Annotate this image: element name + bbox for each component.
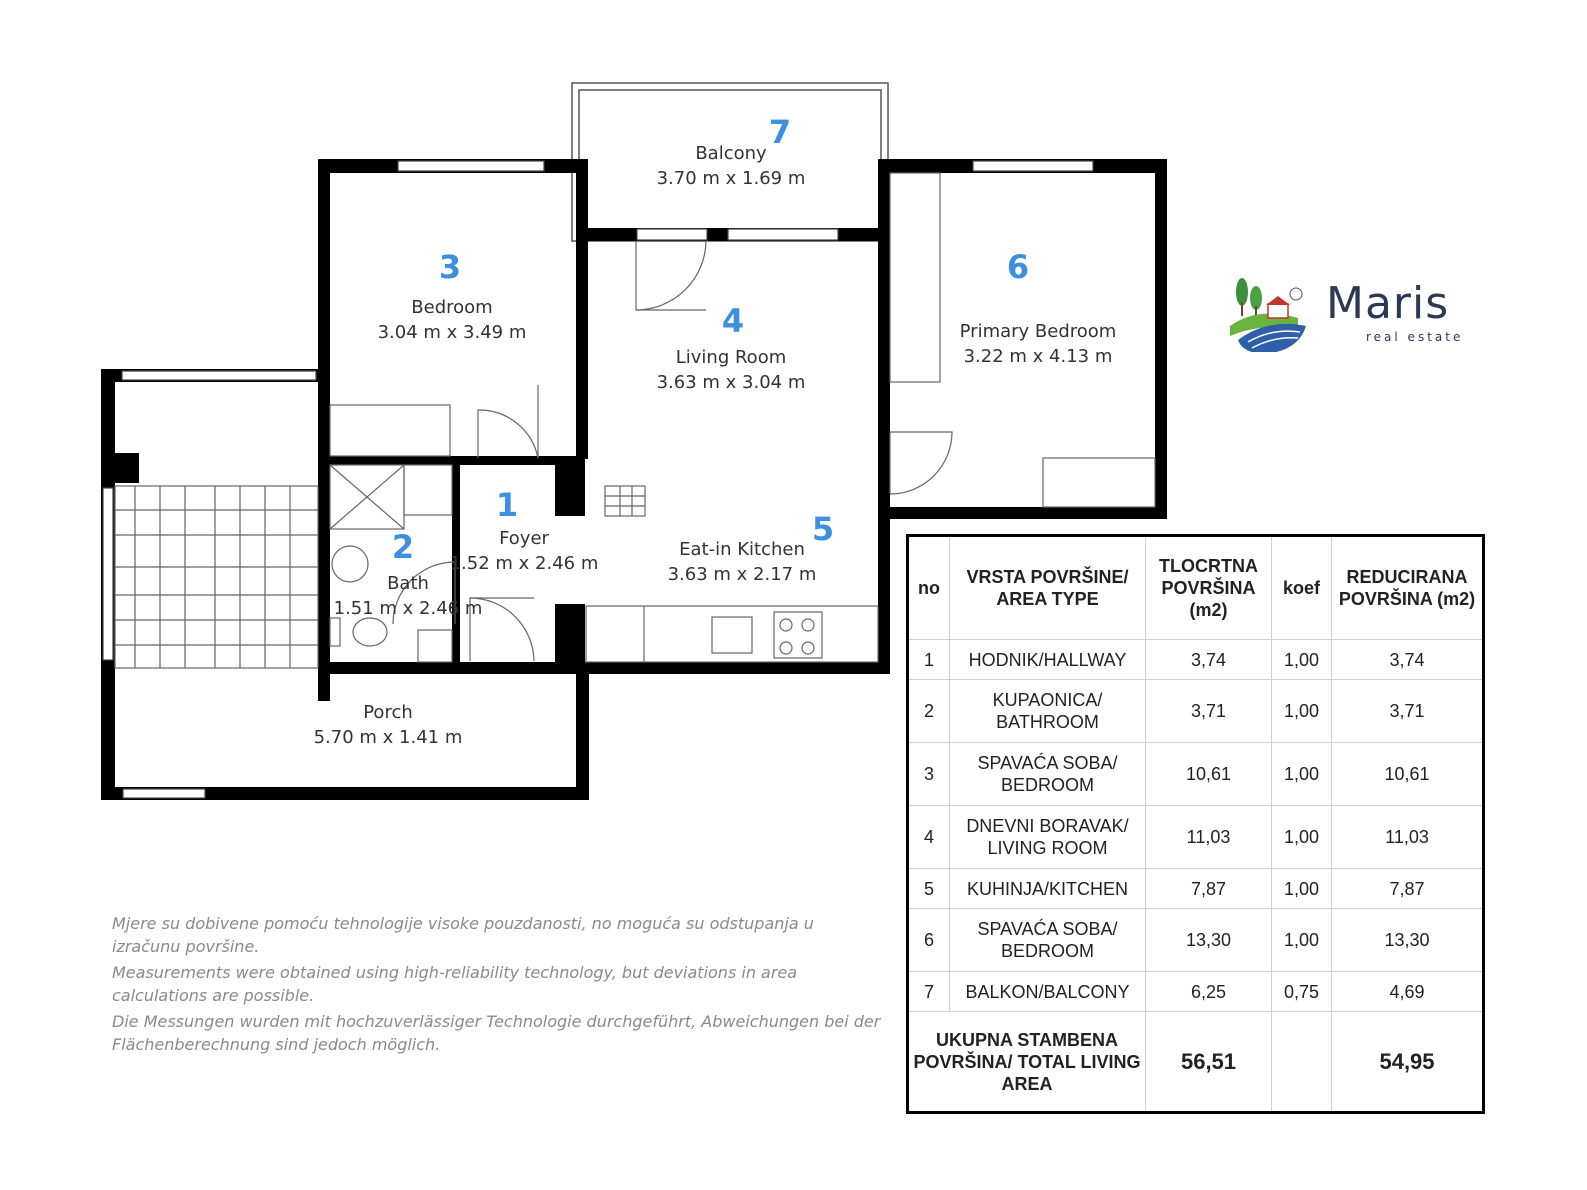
room-name: Foyer bbox=[499, 528, 549, 549]
room-number: 7 bbox=[768, 113, 792, 151]
cell-reduced: 3,74 bbox=[1332, 640, 1484, 680]
header-koef: koef bbox=[1272, 536, 1332, 640]
cell-no: 2 bbox=[908, 680, 950, 743]
header-reduced-area: REDUCIRANA POVRŠINA (m2) bbox=[1332, 536, 1484, 640]
cell-type: SPAVAĆA SOBA/ BEDROOM bbox=[950, 909, 1146, 972]
total-label: UKUPNA STAMBENA POVRŠINA/ TOTAL LIVING AREA bbox=[908, 1012, 1146, 1113]
room-name: Living Room bbox=[675, 347, 787, 368]
total-koef bbox=[1272, 1012, 1332, 1113]
cell-floor: 6,25 bbox=[1146, 972, 1272, 1012]
header-no: no bbox=[908, 536, 950, 640]
room-dims: 3.63 m x 2.17 m bbox=[667, 564, 817, 585]
cell-floor: 7,87 bbox=[1146, 869, 1272, 909]
total-floor-area: 56,51 bbox=[1146, 1012, 1272, 1113]
room-number: 1 bbox=[495, 486, 519, 524]
cell-koef: 1,00 bbox=[1272, 640, 1332, 680]
cell-type: SPAVAĆA SOBA/ BEDROOM bbox=[950, 743, 1146, 806]
disclaimer-en: Measurements were obtained using high-reliability technology, but deviations in area calculations are possible. bbox=[112, 963, 798, 1005]
table-header-row bbox=[908, 536, 1484, 640]
table-row bbox=[908, 869, 1484, 909]
room-name: Primary Bedroom bbox=[959, 321, 1117, 342]
cell-reduced: 13,30 bbox=[1332, 909, 1484, 972]
cell-no: 3 bbox=[908, 743, 950, 806]
cell-no: 5 bbox=[908, 869, 950, 909]
cell-type: DNEVNI BORAVAK/ LIVING ROOM bbox=[950, 806, 1146, 869]
cell-type: BALKON/BALCONY bbox=[950, 972, 1146, 1012]
stairs bbox=[115, 486, 318, 668]
cell-type: KUPAONICA/ BATHROOM bbox=[950, 680, 1146, 743]
cell-koef: 1,00 bbox=[1272, 743, 1332, 806]
area-table bbox=[906, 534, 1485, 1114]
room-number: 3 bbox=[438, 248, 462, 286]
room-name: Eat-in Kitchen bbox=[679, 539, 805, 560]
cell-no: 4 bbox=[908, 806, 950, 869]
cell-reduced: 7,87 bbox=[1332, 869, 1484, 909]
cell-no: 6 bbox=[908, 909, 950, 972]
room-dims: 3.22 m x 4.13 m bbox=[963, 346, 1113, 367]
table-row bbox=[908, 972, 1484, 1012]
total-reduced-area: 54,95 bbox=[1332, 1012, 1484, 1113]
cell-no: 7 bbox=[908, 972, 950, 1012]
room-name: Bath bbox=[387, 573, 429, 594]
logo-emblem-icon bbox=[1228, 272, 1312, 352]
room-dims: 1.52 m x 2.46 m bbox=[449, 553, 599, 574]
room-dims: 3.70 m x 1.69 m bbox=[656, 168, 806, 189]
cell-type: HODNIK/HALLWAY bbox=[950, 640, 1146, 680]
room-number: 6 bbox=[1006, 248, 1030, 286]
cell-reduced: 11,03 bbox=[1332, 806, 1484, 869]
cell-floor: 13,30 bbox=[1146, 909, 1272, 972]
room-dims: 3.04 m x 3.49 m bbox=[377, 322, 527, 343]
cell-floor: 10,61 bbox=[1146, 743, 1272, 806]
company-logo bbox=[1228, 272, 1468, 352]
room-dims: 3.63 m x 3.04 m bbox=[656, 372, 806, 393]
cell-koef: 1,00 bbox=[1272, 680, 1332, 743]
disclaimer-de: Die Messungen wurden mit hochzuverlässiger Technologie durchgeführt, Abweichungen bei der Flächenberechnung sind jedoch möglich. bbox=[112, 1012, 881, 1054]
cell-koef: 1,00 bbox=[1272, 909, 1332, 972]
porch-name: Porch bbox=[363, 702, 413, 723]
table-row bbox=[908, 909, 1484, 972]
cell-type: KUHINJA/KITCHEN bbox=[950, 869, 1146, 909]
disclaimer bbox=[112, 912, 882, 1059]
table-row bbox=[908, 743, 1484, 806]
cell-koef: 1,00 bbox=[1272, 869, 1332, 909]
cell-floor: 3,74 bbox=[1146, 640, 1272, 680]
table-row bbox=[908, 640, 1484, 680]
room-number: 4 bbox=[721, 302, 745, 340]
cell-reduced: 4,69 bbox=[1332, 972, 1484, 1012]
logo-brand: Maris bbox=[1326, 278, 1450, 329]
table-row bbox=[908, 680, 1484, 743]
cell-reduced: 10,61 bbox=[1332, 743, 1484, 806]
room-name: Bedroom bbox=[411, 297, 493, 318]
room-dims: 1.51 m x 2.46 m bbox=[333, 598, 483, 619]
room-number: 2 bbox=[391, 528, 415, 566]
cell-reduced: 3,71 bbox=[1332, 680, 1484, 743]
cell-floor: 11,03 bbox=[1146, 806, 1272, 869]
logo-tagline: real estate bbox=[1366, 330, 1464, 344]
room-number: 5 bbox=[811, 510, 835, 548]
cell-koef: 1,00 bbox=[1272, 806, 1332, 869]
cell-no: 1 bbox=[908, 640, 950, 680]
porch-dims: 5.70 m x 1.41 m bbox=[313, 727, 463, 748]
table-row bbox=[908, 806, 1484, 869]
disclaimer-hr: Mjere su dobivene pomoću tehnologije visoke pouzdanosti, no moguća su odstupanja u izračunu površine. bbox=[112, 914, 814, 956]
header-floor-area: TLOCRTNA POVRŠINA (m2) bbox=[1146, 536, 1272, 640]
cell-koef: 0,75 bbox=[1272, 972, 1332, 1012]
table-total-row bbox=[908, 1012, 1484, 1113]
cell-floor: 3,71 bbox=[1146, 680, 1272, 743]
room-name: Balcony bbox=[695, 143, 767, 164]
header-type: VRSTA POVRŠINE/ AREA TYPE bbox=[950, 536, 1146, 640]
